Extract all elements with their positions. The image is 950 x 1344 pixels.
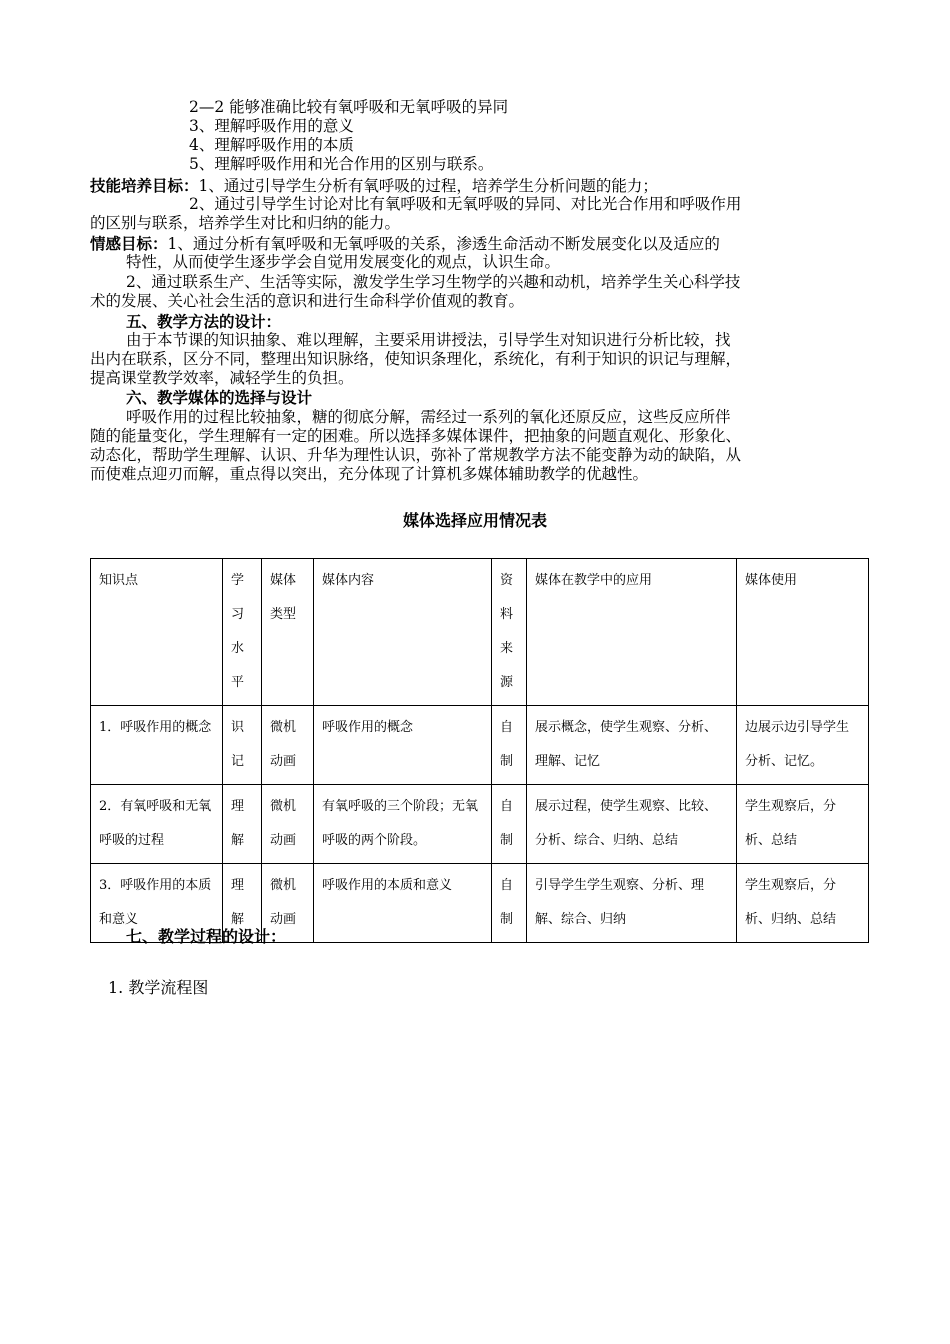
header-media-content: 媒体内容 <box>314 559 492 706</box>
skill-goal-line-2: 2、通过引导学生讨论对比有氧呼吸和无氧呼吸的异同、对比光合作用和呼吸作用 <box>189 195 742 213</box>
objective-2-2: 2—2 能够准确比较有氧呼吸和无氧呼吸的异同 <box>189 98 509 116</box>
flowchart-label: 1. 教学流程图 <box>108 978 209 997</box>
section-6-line-1: 呼吸作用的过程比较抽象，糖的彻底分解，需经过一系列的氧化还原反应，这些反应所伴 <box>126 408 731 426</box>
section-7-heading: 七、教学过程的设计： <box>126 927 287 946</box>
skill-goal-label: 技能培养目标： <box>90 176 199 195</box>
objective-5: 5、理解呼吸作用和光合作用的区别与联系。 <box>189 155 494 173</box>
section-6-line-4: 而使难点迎刃而解，重点得以突出，充分体现了计算机多媒体辅助教学的优越性。 <box>90 465 649 483</box>
section-6-line-2: 随的能量变化，学生理解有一定的困难。所以选择多媒体课件，把抽象的问题直观化、形象化、 <box>90 427 742 445</box>
emotion-goal-line-3: 2、通过联系生产、生活等实际，激发学生学习生物学的兴趣和动机，培养学生关心科学技 <box>126 273 741 291</box>
section-6-line-3: 动态化，帮助学生理解、认识、升华为理性认识，弥补了常规教学方法不能变静为动的缺陷，从 <box>90 446 742 464</box>
section-6-heading: 六、教学媒体的选择与设计 <box>126 388 313 407</box>
objective-3: 3、理解呼吸作用的意义 <box>189 117 354 135</box>
header-knowledge: 知识点 <box>91 559 223 706</box>
header-source: 资料来源 <box>492 559 527 706</box>
objective-4: 4、理解呼吸作用的本质 <box>189 136 354 154</box>
skill-goal-line-1: 技能培养目标：1、通过引导学生分析有氧呼吸的过程，培养学生分析问题的能力； <box>90 176 658 195</box>
table-row: 2．有氧呼吸和无氧呼吸的过程 理解 微机动画 有氧呼吸的三个阶段；无氧呼吸的两个阶段。 自制 展示过程，使学生观察、比较、分析、综合、归纳、总结 学生观察后，分析、总结 <box>91 785 869 864</box>
emotion-goal-line-1: 情感目标：1、通过分析有氧呼吸和无氧呼吸的关系，渗透生命活动不断发展变化以及适应的 <box>90 234 720 253</box>
table-title: 媒体选择应用情况表 <box>402 511 547 530</box>
section-5-line-3: 提高课堂教学效率，减轻学生的负担。 <box>90 369 354 387</box>
section-5-heading: 五、教学方法的设计： <box>126 312 282 331</box>
emotion-goal-label: 情感目标： <box>90 234 168 253</box>
table-header-row <box>91 559 869 706</box>
table-row: 3．呼吸作用的本质和意义 理解 微机动画 呼吸作用的本质和意义 自制 引导学生学生观察、分析、理解、综合、归纳 学生观察后，分析、归纳、总结 <box>91 864 869 943</box>
header-usage: 媒体使用 <box>737 559 869 706</box>
skill-goal-line-3: 的区别与联系，培养学生对比和归纳的能力。 <box>90 214 401 232</box>
section-5-line-1: 由于本节课的知识抽象、难以理解，主要采用讲授法，引导学生对知识进行分析比较，找 <box>126 331 731 349</box>
emotion-goal-line-4: 术的发展、关心社会生活的意识和进行生命科学价值观的教育。 <box>90 292 525 310</box>
section-5-line-2: 出内在联系，区分不同，整理出知识脉络，使知识条理化，系统化，有利于知识的识记与理解， <box>90 350 742 368</box>
header-media-type: 媒体类型 <box>262 559 314 706</box>
emotion-goal-line-2: 特性，从而使学生逐步学会自觉用发展变化的观点，认识生命。 <box>126 253 561 271</box>
media-table <box>90 558 869 943</box>
header-level: 学习水平 <box>223 559 262 706</box>
header-application: 媒体在教学中的应用 <box>527 559 737 706</box>
table-row: 1．呼吸作用的概念 识记 微机动画 呼吸作用的概念 自制 展示概念，使学生观察、分析、理解、记忆 边展示边引导学生分析、记忆。 <box>91 706 869 785</box>
